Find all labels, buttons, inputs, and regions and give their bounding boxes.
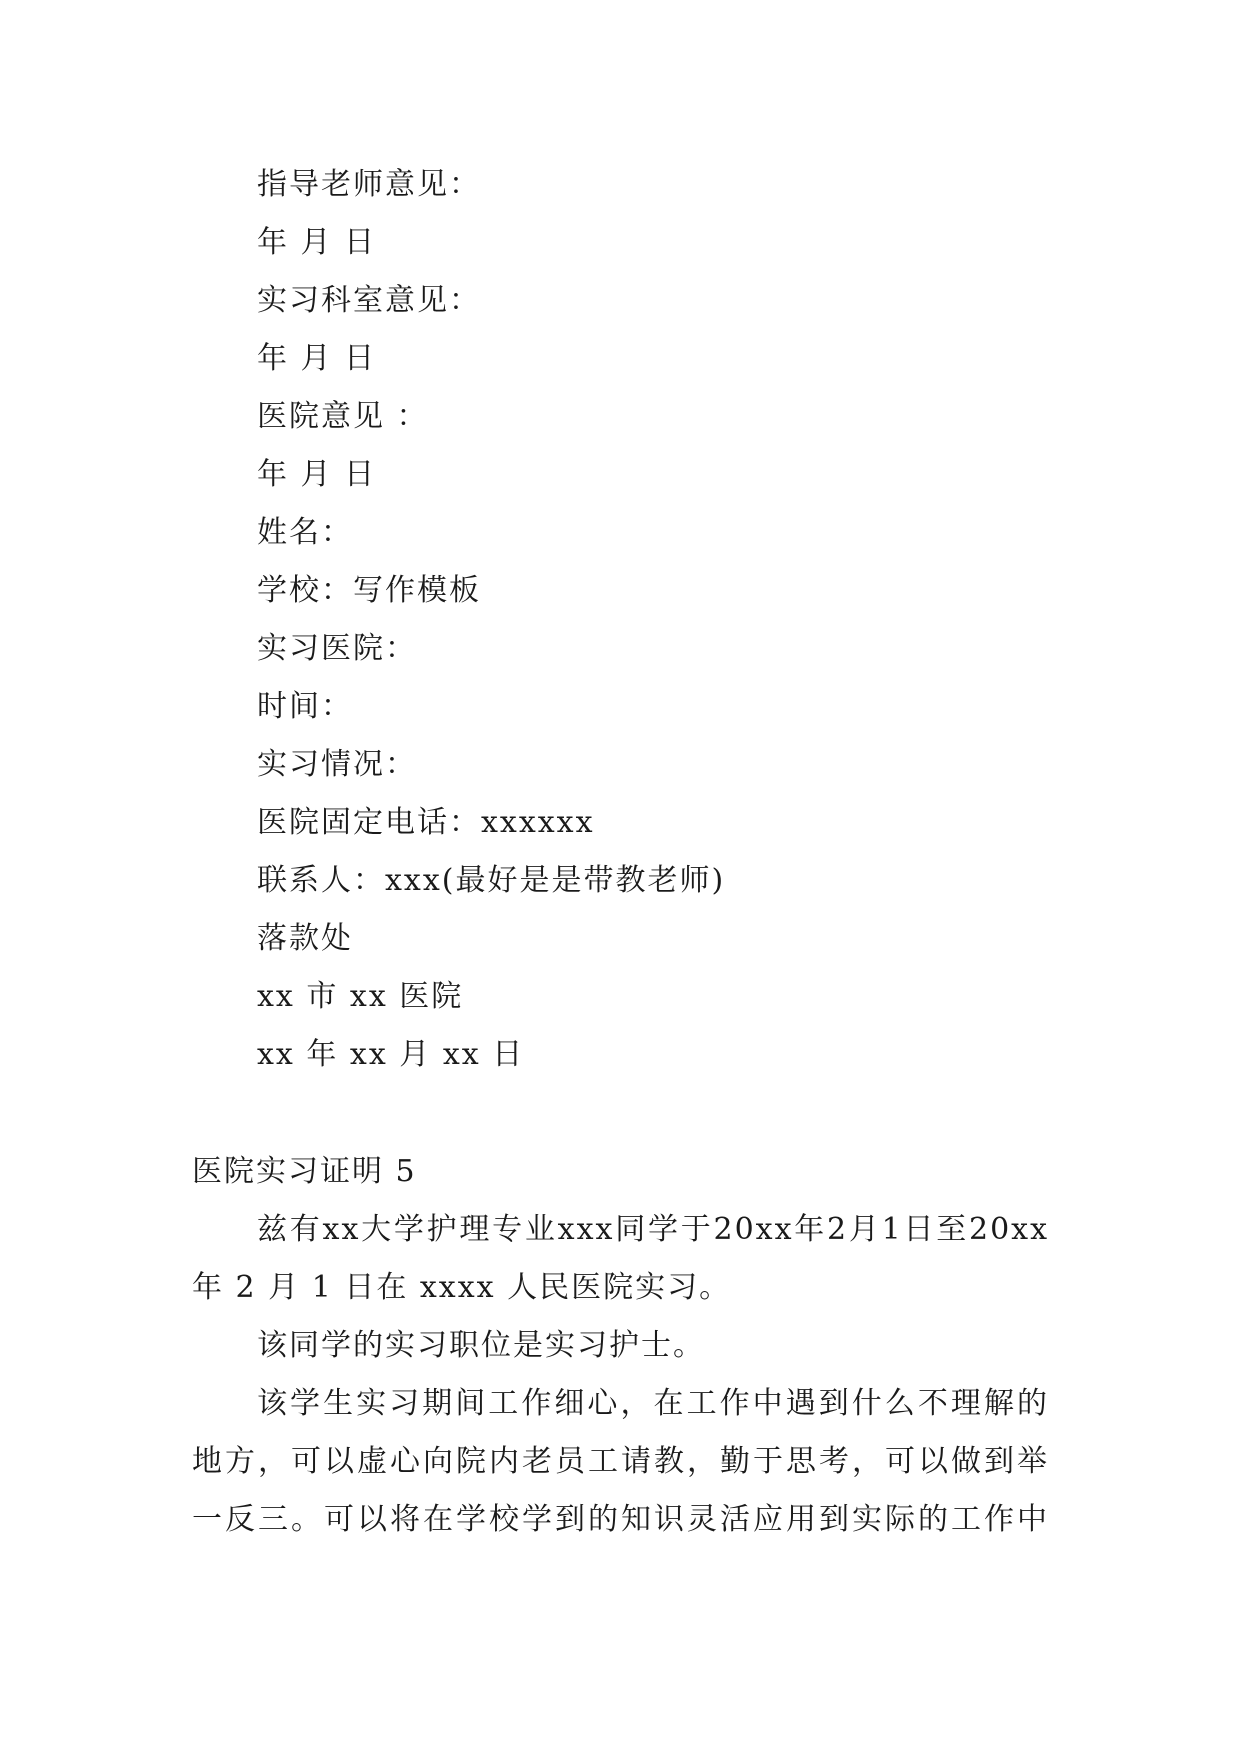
- signature-label: 落款处: [257, 921, 353, 956]
- section-title: 医院实习证明 5: [192, 1154, 417, 1189]
- advisor-opinion-label: 指导老师意见：: [257, 167, 481, 202]
- paragraph-2: 该同学的实习职位是实习护士。: [257, 1328, 705, 1363]
- paragraph-3-line-2: 地方，可以虚心向院内老员工请教，勤于思考，可以做到举: [192, 1444, 1049, 1479]
- date-line: 年 月 日: [257, 225, 377, 260]
- date-line: 年 月 日: [257, 341, 377, 376]
- paragraph-1-line-2: 年 2 月 1 日在 xxxx 人民医院实习。: [192, 1270, 732, 1305]
- date-line: 年 月 日: [257, 457, 377, 492]
- internship-status-label: 实习情况：: [257, 747, 417, 782]
- signature-date-line: xx 年 xx 月 xx 日: [257, 1037, 525, 1072]
- department-opinion-label: 实习科室意见：: [257, 283, 481, 318]
- school-label: 学校：写作模板: [257, 573, 481, 608]
- hospital-opinion-label: 医院意见 ：: [257, 399, 429, 434]
- paragraph-3-line-3: 一反三。可以将在学校学到的知识灵活应用到实际的工作中: [192, 1502, 1049, 1537]
- internship-hospital-label: 实习医院：: [257, 631, 417, 666]
- name-label: 姓名：: [257, 515, 353, 550]
- hospital-phone-label: 医院固定电话：xxxxxx: [257, 805, 595, 840]
- contact-person-label: 联系人：xxx(最好是是带教老师): [257, 863, 726, 898]
- paragraph-3-line-1: 该学生实习期间工作细心，在工作中遇到什么不理解的: [257, 1386, 1049, 1421]
- time-label: 时间：: [257, 689, 353, 724]
- paragraph-1-line-1: 兹有xx大学护理专业xxx同学于20xx年2月1日至20xx: [257, 1212, 1049, 1247]
- hospital-name-line: xx 市 xx 医院: [257, 979, 464, 1014]
